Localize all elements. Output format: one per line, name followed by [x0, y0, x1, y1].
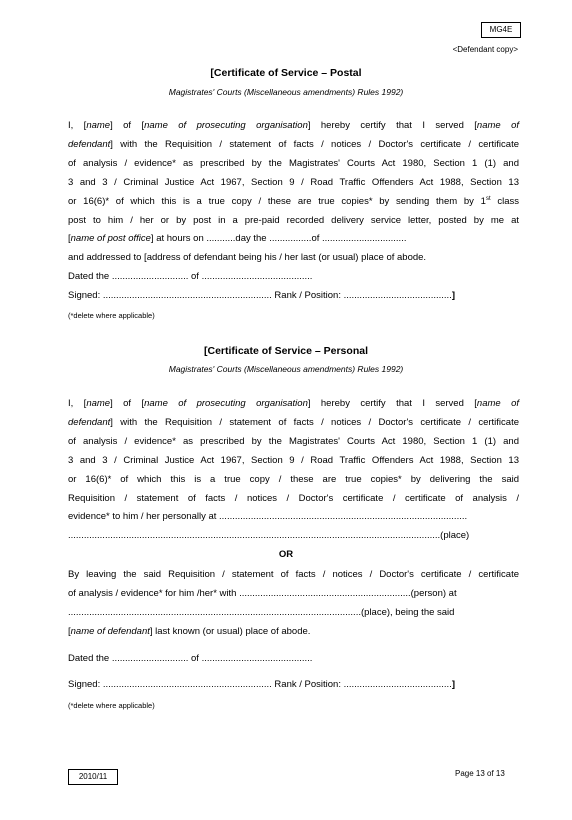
personal-line-6: Requisition / statement of facts / notices / Doctor's certificate / certificate of analysis / [68, 492, 519, 504]
postal-line-5: or 16(6)* of which this is a true copy / these are true copies* by sending them by 1st class [68, 195, 519, 207]
personal-line-11: ...............................................................................................................(place), being the said [68, 606, 455, 618]
personal-line-10: of analysis / evidence* for him /her* with .................................................................(person) at [68, 587, 457, 599]
postal-line-2: defendant] with the Requisition / statement of facts / notices / Doctor's certificate / certificate [68, 138, 519, 150]
or-separator: OR [278, 549, 294, 560]
personal-subtitle: Magistrates' Courts (Miscellaneous amendments) Rules 1992) [168, 364, 404, 374]
personal-title: [Certificate of Service – Personal [204, 345, 368, 357]
page-number: Page 13 of 13 [455, 769, 505, 778]
postal-line-8: and addressed to [address of defendant being his / her last (or usual) place of abode. [68, 252, 427, 264]
personal-body [68, 395, 519, 546]
postal-title: [Certificate of Service – Postal [210, 67, 362, 79]
personal-signed-line: Signed: ................................................................ Rank / Position: .........................................] [68, 679, 455, 690]
postal-signed-line: Signed: ................................................................ Rank / Position: .........................................] [68, 290, 455, 302]
personal-line-3: of analysis / evidence* as prescribed by the Magistrates' Courts Act 1980, Section 1 (1) and [68, 435, 519, 447]
personal-line-8: .............................................................................................................................................(place) [68, 530, 470, 542]
personal-line-2: defendant] with the Requisition / statement of facts / notices / Doctor's certificate / certificate [68, 416, 519, 428]
personal-signed-block [68, 676, 519, 695]
personal-line-12: [name of defendant] last known (or usual) place of abode. [68, 625, 311, 637]
copy-label: <Defendant copy> [452, 45, 518, 54]
personal-line-4: 3 and 3 / Criminal Justice Act 1967, Section 9 / Road Traffic Offenders Act 1988, Section 13 [68, 454, 519, 466]
personal-dated-block [68, 650, 519, 669]
personal-line-9: By leaving the said Requisition / statement of facts / notices / Doctor's certificate / certificate [68, 569, 519, 580]
postal-body [68, 117, 519, 306]
postal-line-6: post to him / her or by post in a pre-paid recorded delivery service letter, posted by me at [68, 214, 519, 226]
personal-body-2 [68, 566, 519, 642]
postal-dated-line: Dated the ............................. of .......................................... [68, 271, 313, 283]
personal-line-1: I, [name] of [name of prosecuting organisation] hereby certify that I served [name of [68, 398, 520, 409]
postal-note: (*delete where applicable) [68, 311, 155, 320]
postal-line-1: I, [name] of [name of prosecuting organisation] hereby certify that I served [name of [68, 120, 520, 131]
personal-line-7: evidence* to him / her personally at .............................................................................................. [68, 511, 468, 523]
personal-note: (*delete where applicable) [68, 701, 155, 710]
personal-dated-line: Dated the ............................. of .......................................... [68, 653, 313, 664]
postal-line-7: [name of post office] at hours on ...........day the ................of ................................ [68, 233, 407, 245]
personal-line-5: or 16(6)* of which this is a true copy / these are true copies* by delivering the said [68, 473, 519, 485]
postal-line-4: 3 and 3 / Criminal Justice Act 1967, Section 9 / Road Traffic Offenders Act 1988, Section 13 [68, 176, 519, 188]
postal-subtitle: Magistrates' Courts (Miscellaneous amendments) Rules 1992) [168, 87, 404, 97]
form-code-box: MG4E [481, 22, 521, 38]
version-box: 2010/11 [68, 769, 118, 785]
postal-line-3: of analysis / evidence* as prescribed by the Magistrates' Courts Act 1980, Section 1 (1) and [68, 157, 519, 169]
